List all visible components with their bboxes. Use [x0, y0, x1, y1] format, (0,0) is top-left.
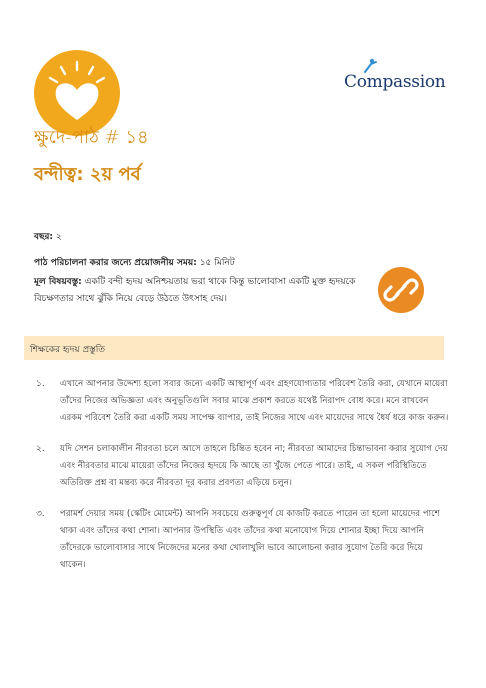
- step-text: এখানে আপনার উদ্দেশ্য হলো সবার জন্যে একটি আস্থাপূর্ণ এবং গ্রহণযোগ্যতার পরিবেশ তৈরি করা, যেখানে মায়েরা তাঁদের নিজের অভিজ্ঞতা এবং অনুভূতিগুলি সবার মাঝে প্রকাশ করতে যথেষ্ট নিরাপদ বোধ করে। মনে রাখবেন এরকম পরিবেশ তৈরি করা একটি সময় সাপেক্ষ ব্যাপার, তাই নিজের সাথে এবং মায়েদের সাথে ধৈর্য ধরে কাজ করুন।: [60, 379, 449, 423]
- step-number: ৩.: [36, 509, 45, 519]
- compassion-logo: [344, 58, 454, 98]
- year-label: বছর:: [34, 232, 54, 242]
- lesson-title: বন্দীত্ব: ২য় পর্ব: [34, 164, 141, 185]
- step-text: যদি সেশন চলাকালীন নীরবতা চলে আসে তাহলে চিন্তিত হবেন না; নীরবতা আমাদের চিন্তাভাবনা করার সুযোগ দেয় এবং নীরবতার মাঝে মায়েরা তাঁদের নিজের হৃদয়ে কি আছে তা খুঁজে পেতে পারে। তাই, এ সকল পরিস্থিতিতে অতিরিক্ত প্রশ্ন বা মন্তব্য করে নীরবতা দূর করার প্রবণতা এড়িয়ে চলুন।: [60, 444, 448, 488]
- list-item: [36, 506, 450, 574]
- summary-text: একটি বন্দী হৃদয় অনিশ্চয়তায় ভরা থাকে কিন্তু ভালোবাসা একটি মুক্ত হৃদয়কে বিচক্ষণতার সাথে ঝুঁকি নিয়ে বেড়ে উঠতে উৎসাহ দেয়।: [34, 277, 356, 304]
- section-header: [24, 336, 444, 360]
- step-text: পরামর্শ দেয়ার সময় (স্কেটিং মোমেন্ট) আপনি সবচেয়ে গুরুত্বপূর্ণ যে কাজটি করতে পারেন তা হলো মায়েদের পাশে থাকা এবং তাঁদের কথা শোনা। আপনার উপস্থিতি এবং তাঁদের কথা মনোযোগ দিয়ে শোনার ইচ্ছা দিয়ে আপনি তাঁদেরকে ভালোবাসার সাথে নিজেদের মনের কথা খোলাখুলি ভাবে আলোচনা করার সুযোগ তৈরি করে দিয়ে থাকেন।: [60, 509, 440, 570]
- logo-text: Compassion: [344, 72, 446, 92]
- list-item: [36, 441, 450, 492]
- lesson-number: ক্ষুদে-পাঠ # ১৪: [34, 127, 149, 148]
- step-number: ২.: [36, 444, 45, 454]
- preparation-steps: [36, 376, 450, 588]
- time-label: পাঠ পরিচালনা করার জন্যে প্রয়োজনীয় সময়:: [34, 258, 197, 268]
- summary-label: মূল বিষয়বস্তু:: [34, 277, 82, 287]
- year-value: ২: [55, 232, 62, 242]
- meta-summary: [34, 274, 374, 308]
- step-number: ১.: [36, 379, 45, 389]
- meta-year: [34, 229, 62, 244]
- meta-time: [34, 255, 235, 270]
- time-value: ১৫ মিনিট: [199, 258, 235, 268]
- list-item: [36, 376, 450, 427]
- section-title: শিক্ষকের হৃদয় প্রস্তুতি: [30, 345, 106, 355]
- link-badge-icon: [378, 267, 424, 313]
